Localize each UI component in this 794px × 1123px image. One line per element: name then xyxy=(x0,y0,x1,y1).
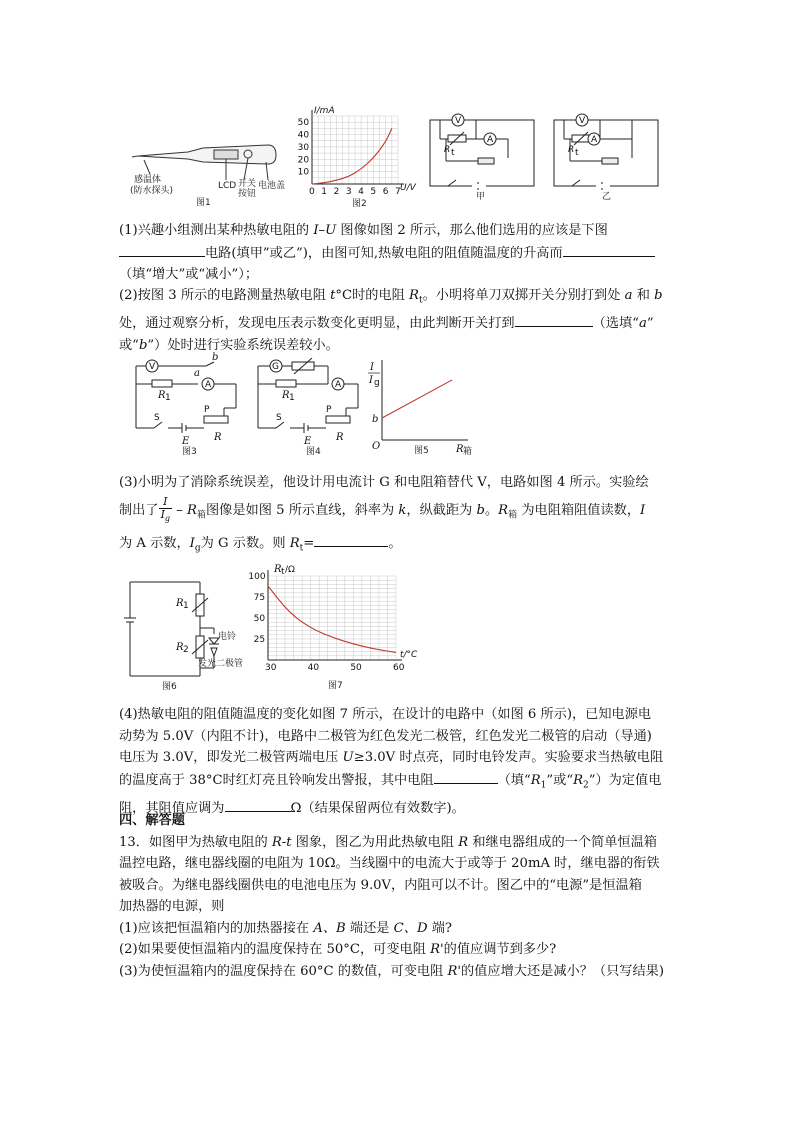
q2-a: a xyxy=(624,288,633,303)
q3-r-box-2: R xyxy=(498,503,509,519)
q13-r: R xyxy=(458,834,469,850)
q4-line-1: (4)热敏电阻的阻值随温度的变化如图 7 所示，在设计的电路中（如图 6 所示)，已知电源电 xyxy=(119,707,652,722)
q13-sub1a: (1)应该把恒温箱内的加热器接在 xyxy=(119,920,314,936)
chart-grid xyxy=(312,116,398,184)
q3-k: k xyxy=(398,503,407,519)
ammeter-label: A xyxy=(335,380,342,390)
q4-line-2: 动势为 5.0V（内阻不计)，电路中二极管为红色发光二极管，红色发光二极管的启动（导通) xyxy=(119,728,652,744)
rt-label: R xyxy=(444,145,451,155)
q4-r2-sub: 2 xyxy=(583,780,589,791)
y-tick-label: 25 xyxy=(253,635,266,645)
question-2 xyxy=(119,285,679,356)
y-label-den-sub: g xyxy=(374,378,380,388)
answer-blank-1[interactable] xyxy=(119,242,205,257)
q2-text-h: 或“ xyxy=(119,337,139,353)
q4-line-5a: 阻，其阻值应调为 xyxy=(119,800,225,816)
y-tick-label: 100 xyxy=(248,572,266,582)
switch-label: S xyxy=(154,413,160,423)
q2-b-2: b xyxy=(138,337,148,353)
q2-text-e: 处，通过观察分析，发现电压表示数变化更明显，由此判断开关打到 xyxy=(119,316,515,332)
figure-4-circuit xyxy=(252,352,368,456)
frac-den: I xyxy=(160,508,165,521)
q13-rp: R' xyxy=(430,942,444,957)
figure-3-circuit xyxy=(128,352,244,456)
series-line-iu xyxy=(312,128,392,184)
r1-label: R xyxy=(176,598,184,609)
bell-label: 电铃 xyxy=(218,632,237,642)
q4-line-5b: Ω（结果保留两位有效数字)。 xyxy=(290,800,465,816)
lcd-label: LCD xyxy=(218,181,237,191)
q13-line-1c: 和继电器组成的一个简单恒温箱 xyxy=(468,834,657,850)
emf-label: E xyxy=(304,436,312,447)
button-label-1: 开关 xyxy=(238,179,257,189)
q2-rt-sub: t xyxy=(418,295,423,306)
figure-2-caption: 图2 xyxy=(352,199,367,209)
slider-label: P xyxy=(204,405,210,415)
x-tick-label: 2 xyxy=(333,187,340,197)
circuit-yi xyxy=(552,112,662,200)
q3-rt-sub: t xyxy=(299,543,304,554)
voltmeter-label: V xyxy=(455,116,462,126)
x-tick-label: 30 xyxy=(265,663,277,673)
q13-sub1c: 端? xyxy=(427,920,452,936)
q2-text-f: （选填“ xyxy=(592,316,639,332)
point-b-label: b xyxy=(212,352,219,363)
q13-sub2b: 的值应调节到多少? xyxy=(443,942,557,957)
q3-r-box: R xyxy=(187,503,197,519)
q4-line-3a: 电压为 3.0V，即发光二极管两端电压 xyxy=(119,750,343,765)
y-tick-label: 40 xyxy=(297,130,310,141)
x-tick-label: 40 xyxy=(307,663,320,673)
q2-text-i: ”）处时进行实验系统误差较小。 xyxy=(147,337,339,353)
q3-r-box-sub: 箱 xyxy=(196,510,206,521)
probe-label-2: (防水探头) xyxy=(130,186,174,196)
r1-sub: 1 xyxy=(183,601,189,611)
point-a-label: a xyxy=(194,368,200,379)
q3-ig-sub: g xyxy=(194,543,201,554)
r1-label: R xyxy=(282,390,290,401)
figure-1-caption: 图1 xyxy=(196,198,211,208)
question-4 xyxy=(119,704,679,819)
figure-6-circuit xyxy=(122,572,244,694)
q2-b: b xyxy=(654,288,663,303)
circuit-yi-caption: 乙 xyxy=(602,192,612,202)
q3-text-b: 制出了 xyxy=(119,503,159,519)
x-tick-label: 5 xyxy=(370,187,377,197)
x-tick-label: 50 xyxy=(350,663,362,673)
q13-line-4: 加热器的电源，则 xyxy=(119,899,225,914)
intercept-b-label: b xyxy=(372,414,379,425)
q3-i: I xyxy=(640,503,646,519)
y-axis-label: I/mA xyxy=(314,106,335,116)
x-axis-label: t/°C xyxy=(400,650,418,660)
q3-text-j: = xyxy=(303,535,315,551)
q2-t: t xyxy=(330,288,336,303)
x-tick-label: 60 xyxy=(393,663,405,673)
y-axis-label-unit: /Ω xyxy=(285,565,295,575)
y-tick-label: 10 xyxy=(297,167,310,178)
y-tick-label: 30 xyxy=(297,142,310,153)
voltmeter-label: V xyxy=(579,116,586,126)
q1-text-c: 电路(填甲”或乙”)，由图可知,热敏电阻的阻值随温度的升高而 xyxy=(205,245,563,261)
q2-text-b: °C时的电阻 xyxy=(335,288,410,303)
x-tick-label: 4 xyxy=(358,187,364,197)
chart-tick-labels xyxy=(298,118,401,197)
voltmeter-label: V xyxy=(149,362,156,372)
series-line-rt xyxy=(268,586,396,652)
q2-text-d: 和 xyxy=(632,288,655,303)
q13-sub2a: (2)如果要使恒温箱内的温度保持在 50°C，可变电阻 xyxy=(119,942,431,957)
section-4 xyxy=(119,810,679,982)
rt-sub: t xyxy=(575,148,579,158)
figure-5-caption: 图5 xyxy=(414,446,429,456)
origin-label: O xyxy=(372,441,381,452)
q13-sub3a: (3)为使恒温箱内的温度保持在 60°C 的数值，可变电阻 xyxy=(119,963,448,979)
y-axis-label-sub: t xyxy=(281,567,285,577)
q4-r1: R xyxy=(530,772,541,788)
x-tick-label: 6 xyxy=(382,187,389,197)
x-label: R xyxy=(456,444,464,455)
x-tick-label: 3 xyxy=(345,187,352,197)
figure-5-line-graph xyxy=(368,352,472,456)
fraction-i-over-ig xyxy=(159,496,172,525)
r1-sub: 1 xyxy=(165,393,171,403)
q4-line-4a: 的温度高于 38°C时红灯亮且铃响发出警报，其中电阻 xyxy=(119,772,434,788)
y-label-den: I xyxy=(369,375,373,386)
q13-line-2: 温控电路，继电器线圈的电阻为 10Ω。当线圈中的电流大于或等于 20mA 时，继电器的衔铁 xyxy=(119,856,660,871)
q4-line-3b: ≥3.0V 时点亮，同时电铃发声。实验要求当热敏电阻 xyxy=(353,750,664,765)
answer-blank-3[interactable] xyxy=(515,312,593,327)
figure-7-caption: 图7 xyxy=(328,681,343,691)
q3-text-f: 。 xyxy=(484,503,499,519)
q13-rp-2: R' xyxy=(447,963,462,979)
circuit-jia xyxy=(428,112,536,200)
frac-num: I xyxy=(159,496,172,509)
button-label-2: 按钮 xyxy=(238,189,257,199)
x-tick-label: 0 xyxy=(309,187,315,197)
figure-7-rt-chart xyxy=(244,562,430,694)
q2-a-2: a xyxy=(638,316,647,332)
chart-grid xyxy=(268,576,396,660)
q3-text-h: 为 A 示数， xyxy=(119,535,190,551)
answer-blank-5[interactable] xyxy=(434,769,498,784)
y-tick-label: 50 xyxy=(297,118,310,129)
q3-text-i: 为 G 示数。则 xyxy=(200,535,290,551)
y-axis-label: R xyxy=(274,564,282,575)
q1-text-d: （填“增大”或“减小”）； xyxy=(119,267,259,282)
y-label-num: I xyxy=(370,362,374,373)
figure-6-caption: 图6 xyxy=(162,682,177,692)
q1-text-b: 图像如图 2 所示，那么他们选用的应该是下图 xyxy=(336,223,608,238)
probe-label-1: 感温体 xyxy=(134,175,162,185)
q13-line-3: 被吸合。为继电器线圈供电的电池电压为 9.0V，内阻可以不计。图乙中的“电源”是恒温箱 xyxy=(119,877,642,893)
q13-line-1a: 13．如图甲为热敏电阻的 xyxy=(119,834,272,850)
q13-sub1b: 端还是 xyxy=(345,920,394,936)
galvanometer-label: G xyxy=(272,362,279,372)
q3-r-box-sub-2: 箱 xyxy=(508,510,518,521)
led-label: 发光二极管 xyxy=(198,659,244,669)
ammeter-label: A xyxy=(487,135,494,145)
battery-label: 电池盖 xyxy=(258,181,286,191)
q4-r1-sub: 1 xyxy=(540,780,547,791)
y-tick-label: 20 xyxy=(297,155,310,166)
q3-text-e: ，纵截距为 xyxy=(406,503,477,519)
rt-label: R xyxy=(568,145,575,155)
q4-line-4d: ”）为定值电 xyxy=(588,772,662,788)
figure-1-thermometer xyxy=(128,128,288,208)
x-tick-label: 1 xyxy=(321,187,328,197)
fit-line xyxy=(382,380,452,418)
q4-u: U xyxy=(342,750,354,765)
q3-text-d: 图像是如图 5 所示直线，斜率为 xyxy=(205,503,399,519)
figure-2-iu-chart xyxy=(296,104,420,210)
question-1 xyxy=(119,220,679,286)
chart-axes xyxy=(268,570,402,660)
q2-text-a: (2)按图 3 所示的电路测量热敏电阻 xyxy=(119,288,331,303)
r2-sub: 2 xyxy=(183,645,189,655)
rt-sub: t xyxy=(451,148,455,158)
circuit-jia-caption: 甲 xyxy=(476,192,486,202)
q1-text-a: (1)兴趣小组测出某种热敏电阻的 xyxy=(119,223,314,238)
rheostat-label: R xyxy=(336,432,344,443)
answer-blank-2[interactable] xyxy=(563,242,655,257)
slider-label: P xyxy=(326,405,332,415)
figure-4-caption: 图4 xyxy=(306,447,321,457)
q2-text-g: ” xyxy=(646,316,654,332)
q13-line-1b: 图象，图乙为用此热敏电阻 xyxy=(291,834,459,850)
y-tick-label: 75 xyxy=(253,593,266,603)
chart-tick-labels xyxy=(248,572,404,673)
figure-3-caption: 图3 xyxy=(182,447,197,457)
r1-label: R xyxy=(158,390,166,401)
y-tick-label: 50 xyxy=(253,614,266,624)
r1-sub: 1 xyxy=(289,393,295,403)
q3-text-k: 。 xyxy=(388,535,402,551)
answer-blank-4[interactable] xyxy=(314,532,388,547)
section-heading: 四、解答题 xyxy=(119,813,185,828)
ammeter-label: A xyxy=(205,380,212,390)
r2-label: R xyxy=(176,642,184,653)
x-axis-label: U/V xyxy=(400,183,416,193)
ammeter-label: A xyxy=(591,135,598,145)
x-label-sub: 箱 xyxy=(463,447,473,457)
question-3 xyxy=(119,469,679,562)
q3-text-g: 为电阻箱阻值读数， xyxy=(517,503,641,519)
q13-ab: A、B xyxy=(313,920,346,936)
q3-b: b xyxy=(476,503,485,519)
q13-sub3b: 的值应增大还是减小？（只写结果) xyxy=(461,963,664,979)
q2-text-c: 。小明将单刀双掷开关分别打到处 xyxy=(422,288,625,303)
q13-rt-label: R-t xyxy=(271,834,292,850)
frac-den-sub: g xyxy=(164,514,171,524)
x-tick-label: 7 xyxy=(395,187,401,197)
switch-label: S xyxy=(276,413,282,423)
q3-text-c: – xyxy=(172,503,188,519)
q2-rt: R xyxy=(409,288,419,303)
q3-ig: I xyxy=(189,535,195,551)
rheostat-label: R xyxy=(214,432,222,443)
q4-line-4b: （填“ xyxy=(497,772,531,788)
q4-r2: R xyxy=(573,772,583,788)
q1-iu: I–U xyxy=(313,223,337,238)
q4-line-4c: ”或“ xyxy=(546,772,574,788)
q3-rt: R xyxy=(289,535,300,551)
q13-cd: C、D xyxy=(393,920,428,936)
emf-label: E xyxy=(182,436,190,447)
q3-text-a: (3)小明为了消除系统误差，他设计用电流计 G 和电阻箱替代 V，电路如图 4 所示。实验绘 xyxy=(119,475,649,490)
